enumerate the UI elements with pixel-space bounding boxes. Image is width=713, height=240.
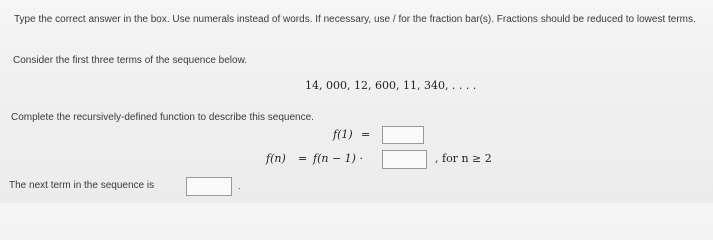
eq2-rhs: f(n − 1) ·	[313, 152, 363, 165]
instructions-text: Type the correct answer in the box. Use numerals instead of words. If necessary, use / for the fraction bar(s). Fractions should be reduced to lowest terms.	[14, 14, 696, 25]
eq2-condition: , for n ≥ 2	[435, 152, 492, 165]
question-prompt: Consider the first three terms of the sequence below.	[13, 55, 248, 66]
initial-term-input[interactable]	[382, 126, 424, 144]
common-ratio-input[interactable]	[382, 150, 427, 169]
next-term-label: The next term in the sequence is	[9, 180, 155, 191]
next-term-period: .	[238, 181, 241, 192]
next-term-input[interactable]	[186, 177, 232, 196]
eq1-equals: =	[361, 128, 371, 141]
sequence-terms: 14, 000, 12, 600, 11, 340, . . . .	[305, 79, 477, 92]
eq2-equals: =	[298, 152, 308, 165]
eq2-lhs: f(n)	[266, 152, 286, 165]
eq1-lhs: f(1)	[333, 128, 353, 141]
recursive-prompt: Complete the recursively-defined function to describe this sequence.	[11, 112, 314, 123]
